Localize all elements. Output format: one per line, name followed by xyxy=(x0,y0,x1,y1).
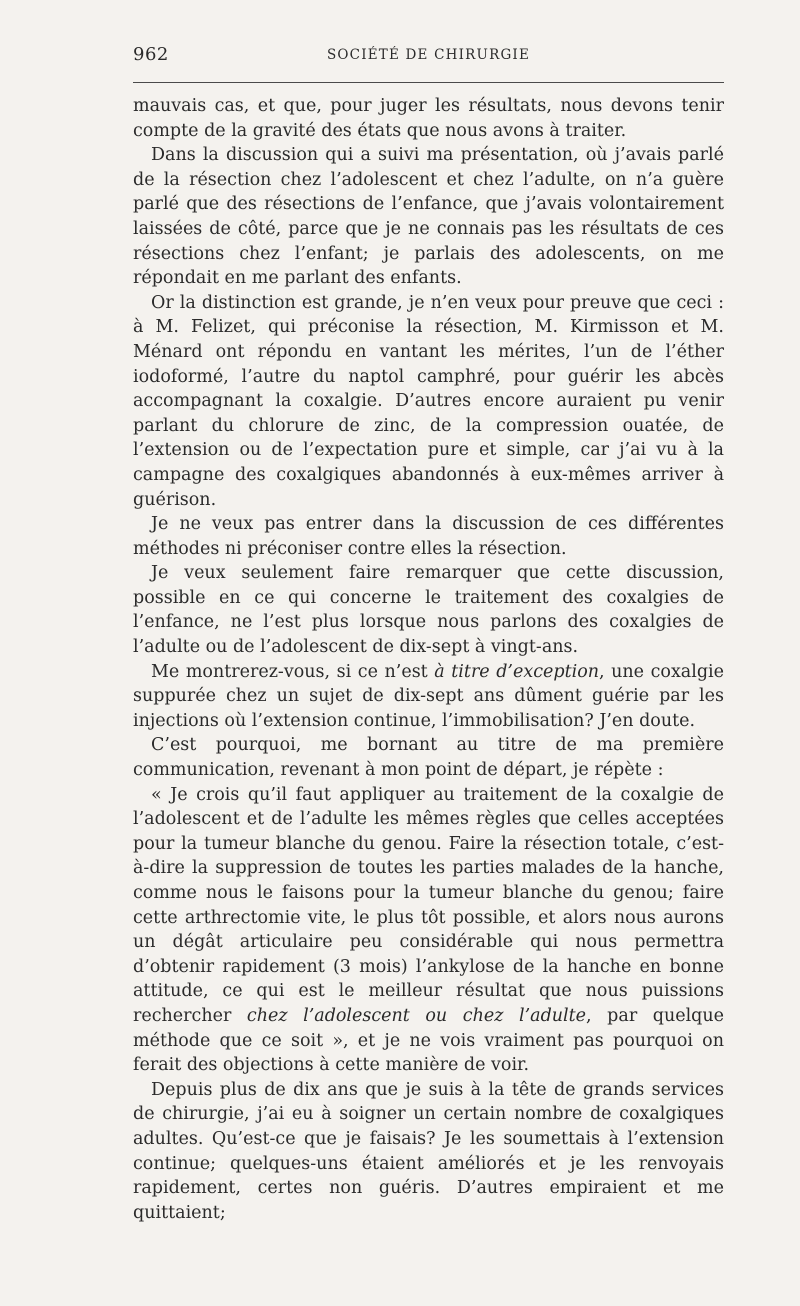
header-rule xyxy=(133,82,724,83)
paragraph: Je veux seulement faire remarquer que cette discussion, possible en ce qui concerne le traitement des coxalgies de l’enfance, ne l’est plus lorsque nous parlons des coxalgies de l’adulte ou de l’adolescent de dix-sept à vingt-ans. xyxy=(133,563,724,658)
italic-phrase: à titre d’exception xyxy=(434,661,600,682)
paragraph: Je ne veux pas entrer dans la discussion de ces différentes méthodes ni préconiser contre elles la résection. xyxy=(133,514,724,559)
paragraph-text: « Je crois qu’il faut appliquer au traitement de la coxalgie de l’adolescent et de l’adulte les mêmes règles que celles acceptées pour la tumeur blanche du genou. Faire la résection totale, c’est-à-dire la suppression de toutes les parties malades de la hanche, comme nous le faisons pour la tumeur blanche du genou; faire cette arthrectomie vite, le plus tôt possible, et alors nous aurons un dégât articulaire peu considérable qui nous permettra d’obtenir rapidement (3 mois) l’ankylose de la hanche en bonne attitude, ce qui est le meilleur résultat que nous puissions rechercher xyxy=(133,784,724,1026)
paragraph: Dans la discussion qui a suivi ma présentation, où j’avais parlé de la résection chez l’adolescent et chez l’adulte, on n’a guère parlé que des résections de l’enfance, que j’avais volontairement laissées de côté, parce que je ne connais pas les résultats de ces résections chez l’enfant; je parlais des adolescents, on me répondait en me parlant des enfants. xyxy=(133,145,724,289)
paragraph: C’est pourquoi, me bornant au titre de ma première communication, revenant à mon point de départ, je répète : xyxy=(133,735,724,781)
paragraph xyxy=(133,660,724,734)
italic-phrase: chez l’adolescent ou chez l’adulte xyxy=(246,1005,587,1026)
paragraph-text: , par quelque méthode que ce soit », et je ne vois vraiment pas pourquoi on ferait des objections à cette manière de voir. xyxy=(133,1005,725,1076)
paragraph xyxy=(133,783,724,1078)
body-text xyxy=(133,94,724,1225)
paragraph: Or la distinction est grande, je n’en veux pour preuve que ceci : à M. Felizet, qui préconise la résection, M. Kirmisson et M. Ménard ont répondu en vantant les mérites, l’un de l’éther iodoformé, l’autre du naptol camphré, pour guérir les abcès accompagnant la coxalgie. D’autres encore auraient pu venir parlant du chlorure de zinc, de la compression ouatée, de l’extension ou de l’expectation pure et simple, car j’ai vu à la campagne des coxalgiques abandonnés à eux-mêmes arriver à guérison. xyxy=(133,292,724,510)
page-header xyxy=(133,44,724,70)
running-title: SOCIÉTÉ DE CHIRURGIE xyxy=(326,47,531,63)
paragraph-text: , une coxalgie suppurée chez un sujet de dix-sept ans dûment guérie par les injections où l’extension continue, l’immobilisation? J’en doute. xyxy=(133,661,724,731)
paragraph: mauvais cas, et que, pour juger les résultats, nous devons tenir compte de la gravité des états que nous avons à traiter. xyxy=(133,96,724,141)
paragraph-text: Me montrerez-vous, si ce n’est xyxy=(151,661,435,682)
paragraph: Depuis plus de dix ans que je suis à la tête de grands services de chirurgie, j’ai eu à soigner un certain nombre de coxalgiques adultes. Qu’est-ce que je faisais? Je les soumettais à l’extension continue; quelques-uns étaient améliorés et je les renvoyais rapidement, certes non guéris. D’autres empiraient et me quittaient; xyxy=(133,1079,724,1223)
page-number: 962 xyxy=(133,44,169,65)
